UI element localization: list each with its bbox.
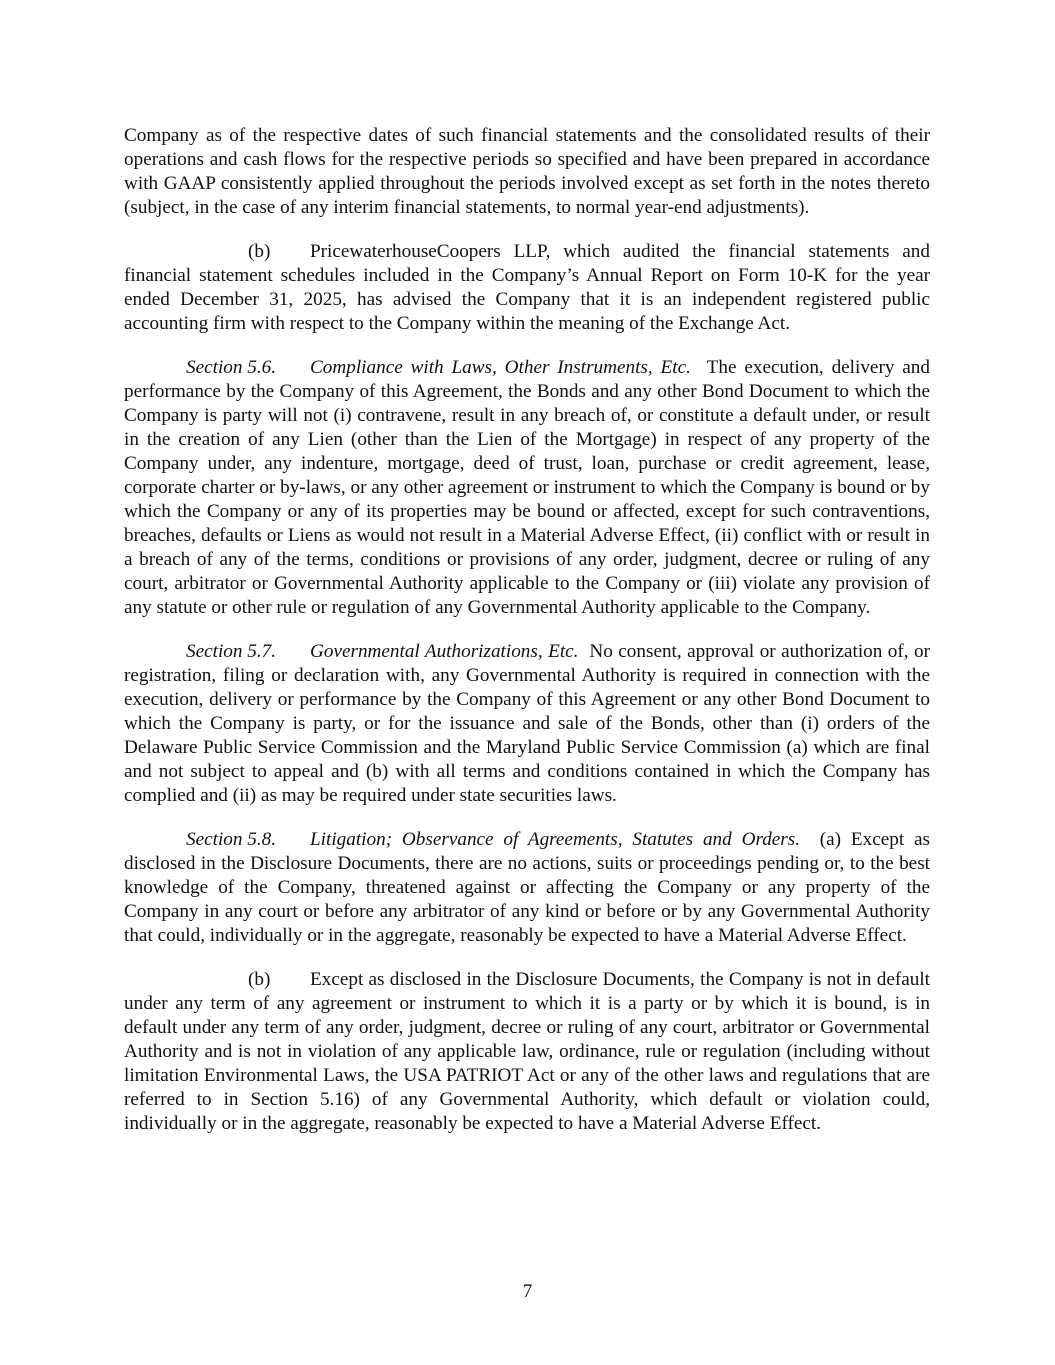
subparagraph-label: (b) xyxy=(248,241,271,262)
document-page xyxy=(124,124,930,1156)
section-title: Litigation; Observance of Agreements, Statutes and Orders. xyxy=(310,829,801,850)
paragraph-financial-statements-continuation: Company as of the respective dates of such financial statements and the consolidated results of their operations and cash flows for the respective periods so specified and have been prepared in accordance with GAAP consistently applied throughout the periods involved except as set forth in the notes thereto (subject, in the case of any interim financial statements, to normal year-end adjustments). xyxy=(124,125,930,218)
section-text: The execution, delivery and performance by the Company of this Agreement, the Bonds and any other Bond Document to which the Company is party will not (i) contravene, result in any breach of, or constitute a default under, or result in the creation of any Lien (other than the Lien of the Mortgage) in respect of any property of the Company under, any indenture, mortgage, deed of trust, loan, purchase or credit agreement, lease, corporate charter or by-laws, or any other agreement or instrument to which the Company is bound or by which the Company or any of its properties may be bound or affected, except for such contraventions, breaches, defaults or Liens as would not result in a Material Adverse Effect, (ii) conflict with or result in a breach of any of the terms, conditions or provisions of any order, judgment, decree or ruling of any court, arbitrator or Governmental Authority applicable to the Company or (iii) violate any provision of any statute or other rule or regulation of any Governmental Authority applicable to the Company. xyxy=(124,357,930,618)
section-5-8 xyxy=(124,828,930,948)
section-5-6 xyxy=(124,356,930,620)
paragraph-5-5-b xyxy=(124,240,930,336)
section-text: (a) Except as disclosed in the Disclosure Documents, there are no actions, suits or proceedings pending or, to the best knowledge of the Company, threatened against or affecting the Company or any property of the Company in any court or before any arbitrator of any kind or before or by any Governmental Authority that could, individually or in the aggregate, reasonably be expected to have a Material Adverse Effect. xyxy=(124,829,930,946)
paragraph-text: Except as disclosed in the Disclosure Documents, the Company is not in default under any term of any agreement or instrument to which it is a party or by which it is bound, is in default under any term of any order, judgment, decree or ruling of any court, arbitrator or Governmental Authority and is not in violation of any applicable law, ordinance, rule or regulation (including without limitation Environmental Laws, the USA PATRIOT Act or any of the other laws and regulations that are referred to in Section 5.16) of any Governmental Authority, which default or violation could, individually or in the aggregate, reasonably be expected to have a Material Adverse Effect. xyxy=(124,969,930,1134)
section-number: Section 5.7. xyxy=(186,641,277,662)
section-title: Compliance with Laws, Other Instruments, Etc. xyxy=(310,357,691,378)
section-number: Section 5.8. xyxy=(186,829,277,850)
section-number: Section 5.6. xyxy=(186,357,277,378)
paragraph-text: PricewaterhouseCoopers LLP, which audited the financial statements and financial statement schedules included in the Company’s Annual Report on Form 10-K for the year ended December 31, 2025, has advised the Company that it is an independent registered public accounting firm with respect to the Company within the meaning of the Exchange Act. xyxy=(124,241,930,334)
section-title: Governmental Authorizations, Etc. xyxy=(310,641,579,662)
section-text: No consent, approval or authorization of, or registration, filing or declaration with, any Governmental Authority is required in connection with the execution, delivery or performance by the Company of this Agreement or any other Bond Document to which the Company is party, or for the issuance and sale of the Bonds, other than (i) orders of the Delaware Public Service Commission and the Maryland Public Service Commission (a) which are final and not subject to appeal and (b) with all terms and conditions contained in which the Company has complied and (ii) as may be required under state securities laws. xyxy=(124,641,931,806)
section-5-7 xyxy=(124,640,930,808)
page-number: 7 xyxy=(522,1281,533,1302)
subparagraph-label: (b) xyxy=(248,969,271,990)
paragraph-5-8-b xyxy=(124,968,930,1136)
